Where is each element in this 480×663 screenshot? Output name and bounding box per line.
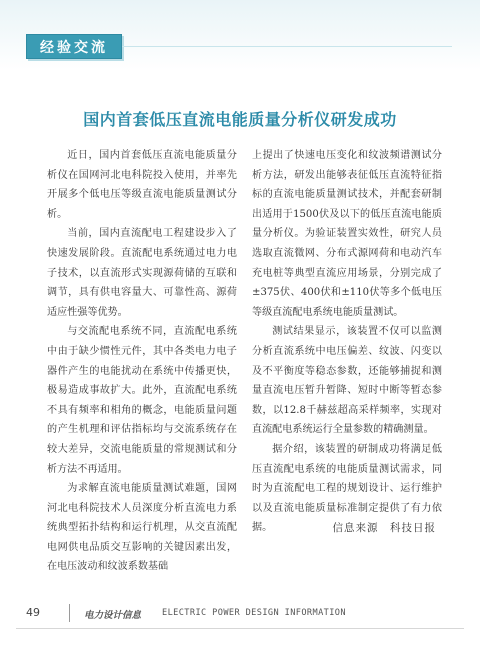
journal-name-cn: 电力设计信息 [84, 610, 142, 621]
article-title: 国内首套低压直流电能质量分析仪研发成功 [83, 110, 397, 129]
right-column [252, 146, 442, 538]
section-badge [26, 34, 122, 59]
paragraph: 近日，国内首套低压直流电能质量分析仪在国网河北电科院投入使用，并率先开展多个低电压等级直流电能质量测试分析。 [47, 150, 237, 220]
section-label: 经验交流 [40, 39, 108, 56]
footer-divider [69, 604, 70, 622]
left-column [47, 146, 237, 577]
footer-rule [16, 628, 464, 629]
paragraph-continuation: 上提出了快速电压变化和纹波频谱测试分析方法，研发出能够表征低压直流特征指标的直流电能质量测试技术，并配套研制出适用于1500伏及以下的低压直流电能质量分析仪。为验证装置实效性，研究人员选取直流微网、分布式源网荷和电动汽车充电桩等典型直流应用场景，分别完成了±375伏、400伏和±110伏等多个低电压等级直流配电系统电能质量测试。 [252, 150, 442, 318]
journal-name-en: ELECTRIC POWER DESIGN INFORMATION [162, 608, 346, 618]
header-rule [122, 46, 452, 47]
paragraph: 测试结果显示，该装置不仅可以监测分析直流系统中电压偏差、纹波、闪变以及不平衡度等稳态参数，还能够捕捉和测量直流电压暂升暂降、短时中断等暂态参数，以12.8千赫兹超高采样频率，实现对直流配电系统运行全量参数的精确测量。 [252, 326, 442, 436]
paragraph: 据介绍，该装置的研制成功将满足低压直流配电系统的电能质量测试需求，同时为直流配电工程的规划设计、运行维护以及直流电能质量标准制定提供了有力依据。 [252, 443, 442, 534]
page-number: 49 [26, 606, 40, 619]
source-credit: 信息来源 科技日报 [332, 522, 436, 534]
paragraph: 当前，国内直流配电工程建设步入了快速发展阶段。直流配电系统通过电力电子技术，以直流形式实现源荷储的互联和调节，具有供电容量大、可靠性高、源荷适应性强等优势。 [47, 228, 237, 318]
paragraph: 与交流配电系统不同，直流配电系统中由于缺少惯性元件，其中各类电力电子器件产生的电能扰动在系统中传播更快，极易造成事故扩大。此外，直流配电系统不具有频率和相角的概念，电能质量问题的产生机理和评估指标均与交流系统存在较大差异，交流电能质量的常规测试和分析方法不再适用。 [47, 326, 237, 475]
paragraph: 为求解直流电能质量测试难题，国网河北电科院技术人员深度分析直流电力系统典型拓扑结构和运行机理，从交直流配电网供电品质交互影响的关键因素出发，在电压波动和纹波系数基础 [47, 483, 237, 573]
